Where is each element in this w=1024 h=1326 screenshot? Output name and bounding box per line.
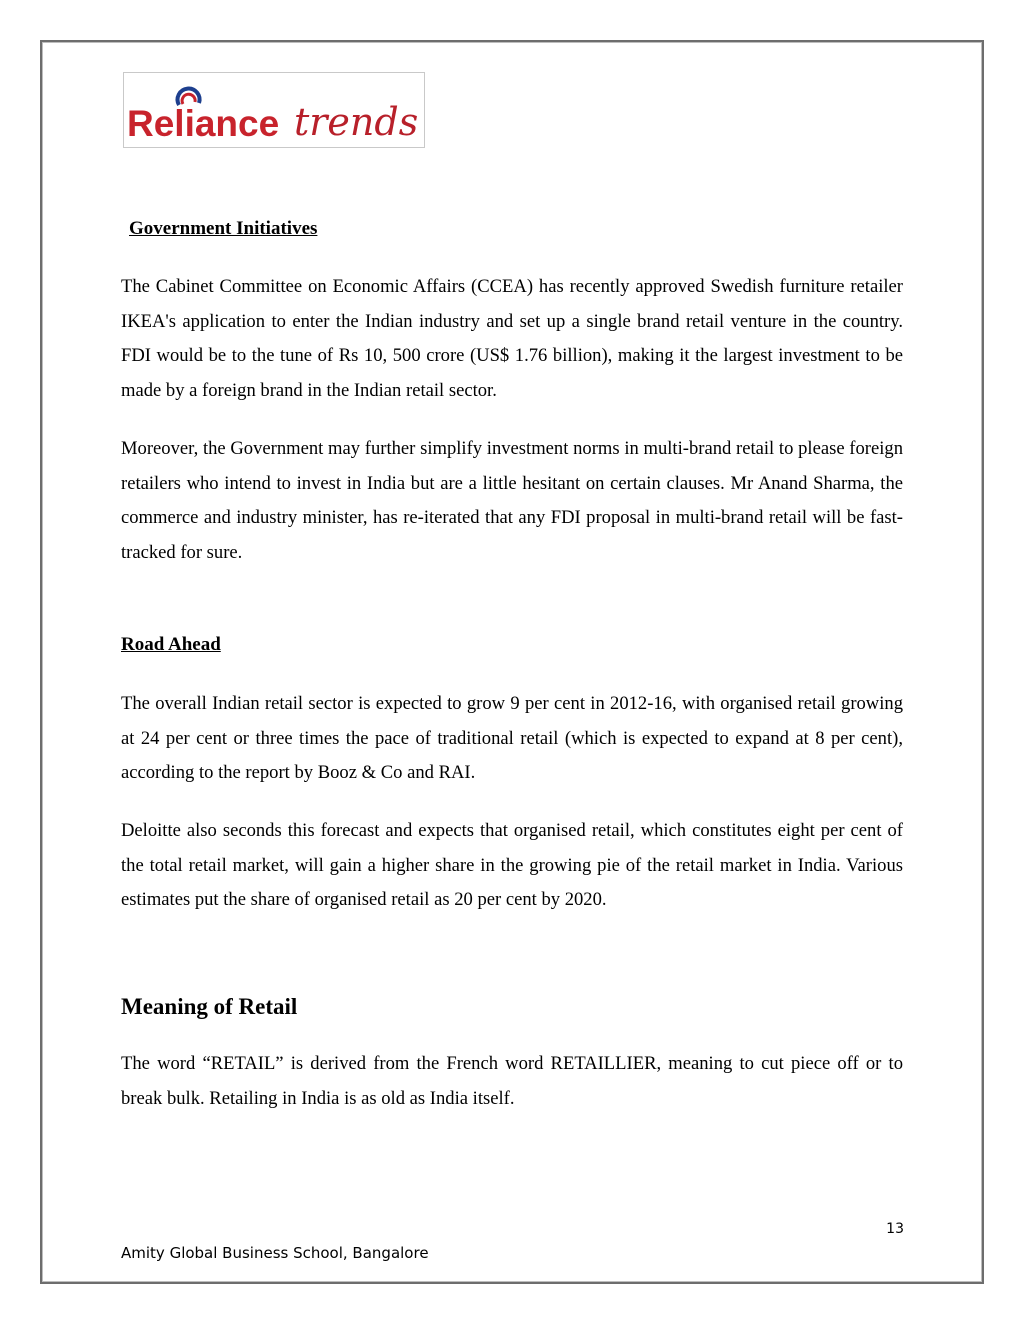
- government-initiatives-heading: Government Initiatives: [129, 218, 318, 239]
- road-ahead-heading: Road Ahead: [121, 634, 221, 655]
- retail-growth-paragraph: The overall Indian retail sector is expected to grow 9 per cent in 2012-16, with organised retail growing at 24 per cent or three times the pace of traditional retail (which is expected to expand at 8 per cent), according to the report by Booz & Co and RAI.: [121, 693, 903, 783]
- multi-brand-norms-paragraph: Moreover, the Government may further simplify investment norms in multi-brand retail to please foreign retailers who intend to invest in India but are a little hesitant on certain clauses. Mr Anand Sharma, the commerce and industry minister, has re-iterated that any FDI proposal in multi-brand retail will be fast-tracked for sure.: [121, 438, 903, 563]
- logo-brand-word: Reliance: [127, 103, 280, 144]
- footer-institution: Amity Global Business School, Bangalore: [121, 1244, 429, 1262]
- deloitte-forecast-paragraph: Deloitte also seconds this forecast and expects that organised retail, which constitutes eight per cent of the total retail market, will gain a higher share in the growing pie of the retail market in India. Various estimates put the share of organised retail as 20 per cent by 2020.: [121, 820, 903, 910]
- retail-definition-paragraph: The word “RETAIL” is derived from the French word RETAILLIER, meaning to cut piece off or to break bulk. Retailing in India is as old as India itself.: [121, 1053, 903, 1109]
- reliance-trends-logo: [123, 72, 425, 148]
- logo-script-word: trends: [294, 100, 419, 144]
- meaning-of-retail-heading: Meaning of Retail: [121, 994, 298, 1019]
- ikea-fdi-paragraph: The Cabinet Committee on Economic Affairs (CCEA) has recently approved Swedish furniture retailer IKEA's application to enter the Indian industry and set up a single brand retail venture in the country. FDI would be to the tune of Rs 10, 500 crore (US$ 1.76 billion), making it the largest investment to be made by a foreign brand in the Indian retail sector.: [121, 276, 903, 401]
- logo-graphic: [124, 73, 424, 147]
- page-number: 13: [886, 1221, 904, 1237]
